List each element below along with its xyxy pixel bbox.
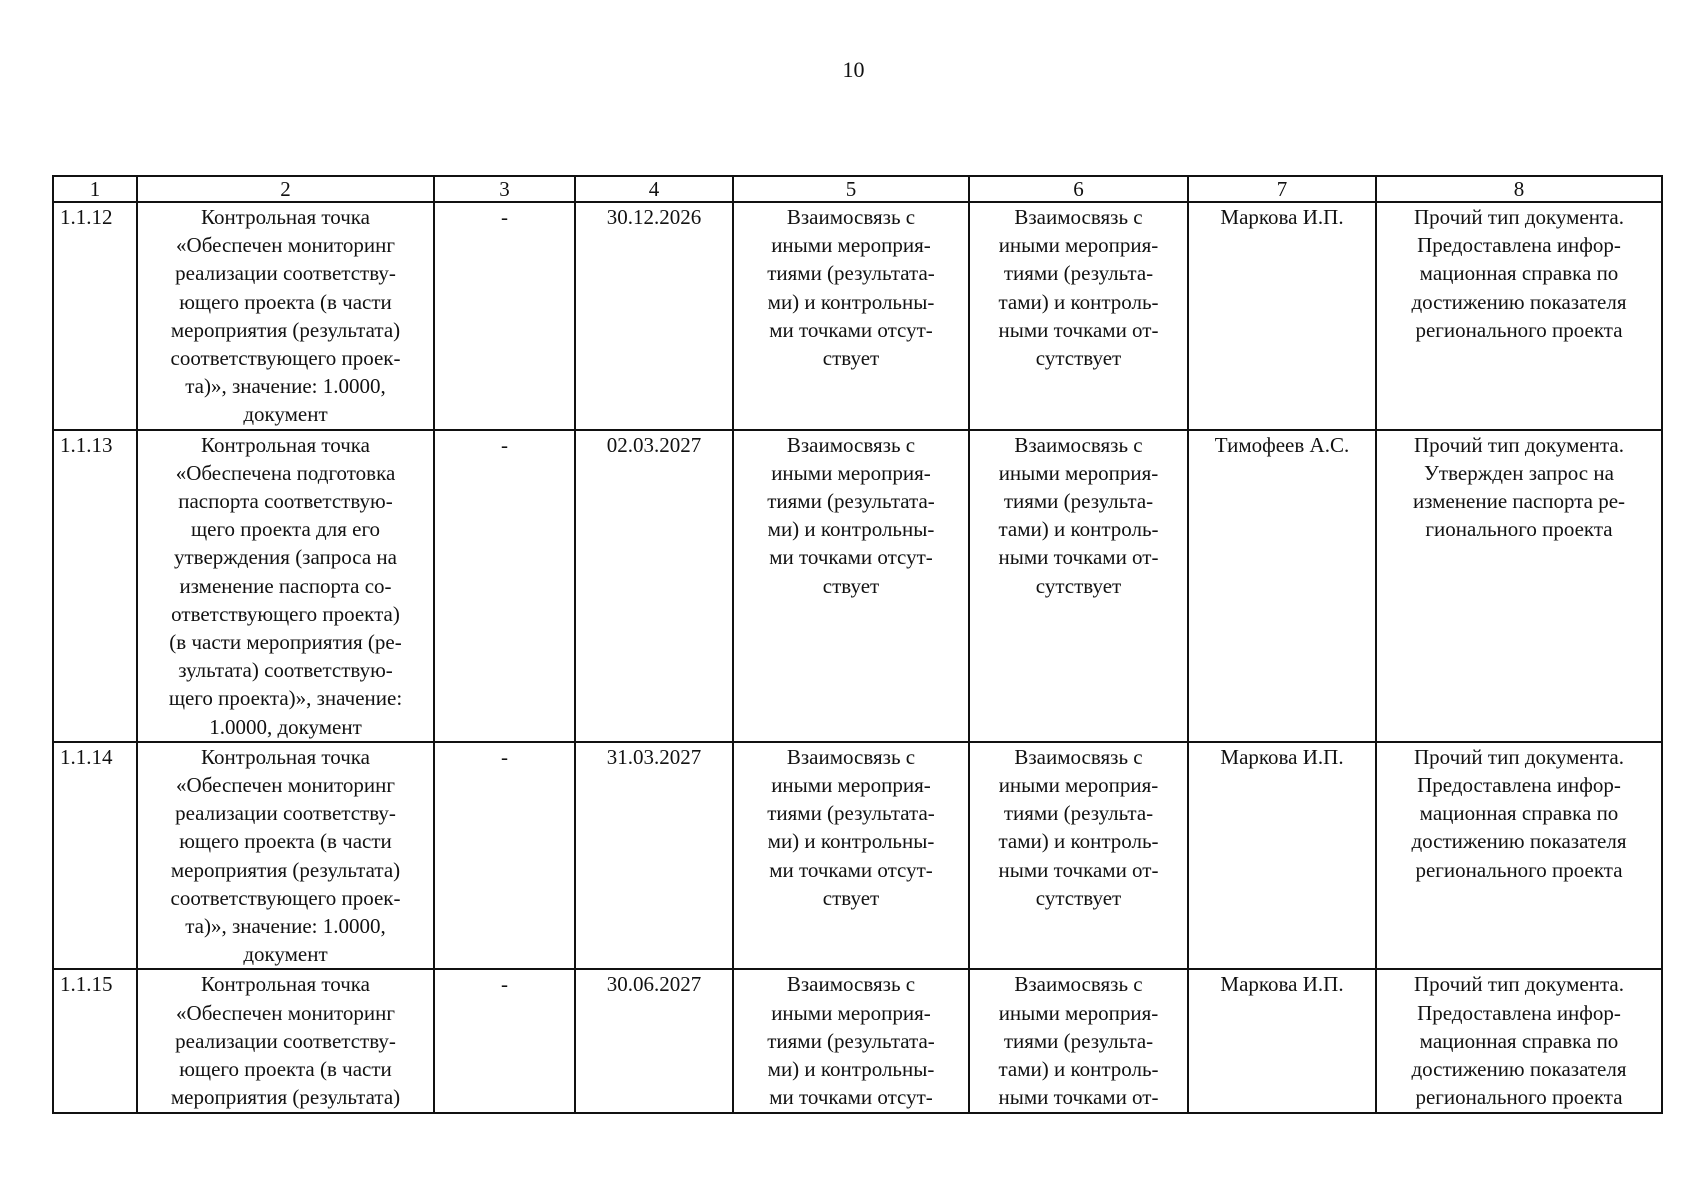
- responsible-cell: [1188, 430, 1376, 742]
- prev-links-text: Взаимосвязь с иными мероприя- тиями (результата- ми) и контрольны- ми точками отсут-: [767, 972, 935, 1110]
- row-number-cell: [53, 430, 137, 742]
- prev-links-text: Взаимосвязь с иными мероприя- тиями (результата- ми) и контрольны- ми точками отсут- ствует: [767, 205, 935, 371]
- due-date: 31.03.2027: [606, 744, 702, 769]
- row-number: 1.1.12: [60, 205, 113, 229]
- name-cell: [137, 969, 434, 1112]
- document-type: Прочий тип документа. Предоставлена инфор- мационная справка по достижению показателя регионального проекта: [1411, 744, 1627, 882]
- responsible-cell: [1188, 202, 1376, 430]
- date-cell: [575, 969, 733, 1112]
- header-cell: 1: [53, 176, 137, 202]
- header-cell: 8: [1376, 176, 1662, 202]
- document-cell: [1376, 969, 1662, 1112]
- responsible-person: Тимофеев А.С.: [1214, 432, 1350, 457]
- table-row: [53, 969, 1662, 1112]
- document-type: Прочий тип документа. Утвержден запрос на изменение паспорта ре- гионального проекта: [1412, 432, 1626, 542]
- col3-value: -: [501, 205, 508, 229]
- next-links-text: Взаимосвязь с иными мероприя- тиями (результа- тами) и контроль- ными точками от- сутствует: [998, 744, 1159, 910]
- table-row: [53, 202, 1662, 430]
- prev-links-text: Взаимосвязь с иными мероприя- тиями (результата- ми) и контрольны- ми точками отсут- ствует: [767, 744, 935, 910]
- page-number: 10: [842, 57, 865, 82]
- prev-links-cell: [733, 969, 969, 1112]
- next-links-text: Взаимосвязь с иными мероприя- тиями (результа- тами) и контроль- ными точками от- сутствует: [998, 205, 1159, 371]
- control-point-name: Контрольная точка «Обеспечен мониторинг реализации соответству- ющего проекта (в части мероприятия (результата): [170, 972, 401, 1110]
- name-cell: [137, 202, 434, 430]
- document-type: Прочий тип документа. Предоставлена инфор- мационная справка по достижению показателя регионального проекта: [1411, 972, 1627, 1110]
- document-cell: [1376, 202, 1662, 430]
- next-links-text: Взаимосвязь с иными мероприя- тиями (результа- тами) и контроль- ными точками от-: [998, 972, 1159, 1110]
- header-cell: 4: [575, 176, 733, 202]
- col3-value: -: [501, 432, 508, 457]
- table-row: [53, 430, 1662, 742]
- row-number: 1.1.13: [60, 432, 113, 457]
- prev-links-cell: [733, 742, 969, 970]
- date-cell: [575, 742, 733, 970]
- col3-cell: [434, 969, 575, 1112]
- row-number-cell: [53, 742, 137, 970]
- prev-links-text: Взаимосвязь с иными мероприя- тиями (результата- ми) и контрольны- ми точками отсут- ствует: [767, 432, 935, 598]
- next-links-cell: [969, 430, 1188, 742]
- control-point-name: Контрольная точка «Обеспечен мониторинг реализации соответству- ющего проекта (в части мероприятия (результата) соответствующего проек- та)», значение: 1.0000, документ: [170, 205, 401, 427]
- header-cell: 2: [137, 176, 434, 202]
- prev-links-cell: [733, 202, 969, 430]
- row-number-cell: [53, 969, 137, 1112]
- responsible-cell: [1188, 969, 1376, 1112]
- prev-links-cell: [733, 430, 969, 742]
- col3-value: -: [501, 972, 508, 997]
- next-links-cell: [969, 742, 1188, 970]
- row-number: 1.1.15: [60, 972, 113, 997]
- responsible-person: Маркова И.П.: [1220, 205, 1344, 229]
- name-cell: [137, 742, 434, 970]
- due-date: 02.03.2027: [606, 432, 702, 457]
- date-cell: [575, 430, 733, 742]
- next-links-cell: [969, 202, 1188, 430]
- row-number-cell: [53, 202, 137, 430]
- due-date: 30.06.2027: [606, 972, 702, 997]
- table-row: [53, 742, 1662, 970]
- responsible-person: Маркова И.П.: [1220, 972, 1344, 997]
- col3-value: -: [501, 744, 508, 769]
- control-point-name: Контрольная точка «Обеспечена подготовка паспорта соответствую- щего проекта для его утверждения (запроса на изменение паспорта со- ответствующего проекта) (в части мероприятия (ре- зультата) соответствую- щего проекта)», значение: 1.0000, документ: [168, 432, 403, 739]
- document-cell: [1376, 430, 1662, 742]
- col3-cell: [434, 202, 575, 430]
- next-links-text: Взаимосвязь с иными мероприя- тиями (результа- тами) и контроль- ными точками от- сутствует: [998, 432, 1159, 598]
- header-cell: 7: [1188, 176, 1376, 202]
- control-points-table: [52, 175, 1663, 1114]
- header-cell: 6: [969, 176, 1188, 202]
- due-date: 30.12.2026: [606, 205, 702, 229]
- table-header-row: [53, 176, 1662, 202]
- responsible-cell: [1188, 742, 1376, 970]
- next-links-cell: [969, 969, 1188, 1112]
- col3-cell: [434, 742, 575, 970]
- document-type: Прочий тип документа. Предоставлена инфор- мационная справка по достижению показателя регионального проекта: [1411, 205, 1627, 342]
- name-cell: [137, 430, 434, 742]
- control-point-name: Контрольная точка «Обеспечен мониторинг реализации соответству- ющего проекта (в части мероприятия (результата) соответствующего проек- та)», значение: 1.0000, документ: [170, 744, 401, 967]
- header-cell: 5: [733, 176, 969, 202]
- header-cell: 3: [434, 176, 575, 202]
- row-number: 1.1.14: [60, 744, 113, 769]
- document-cell: [1376, 742, 1662, 970]
- date-cell: [575, 202, 733, 430]
- responsible-person: Маркова И.П.: [1220, 744, 1344, 769]
- col3-cell: [434, 430, 575, 742]
